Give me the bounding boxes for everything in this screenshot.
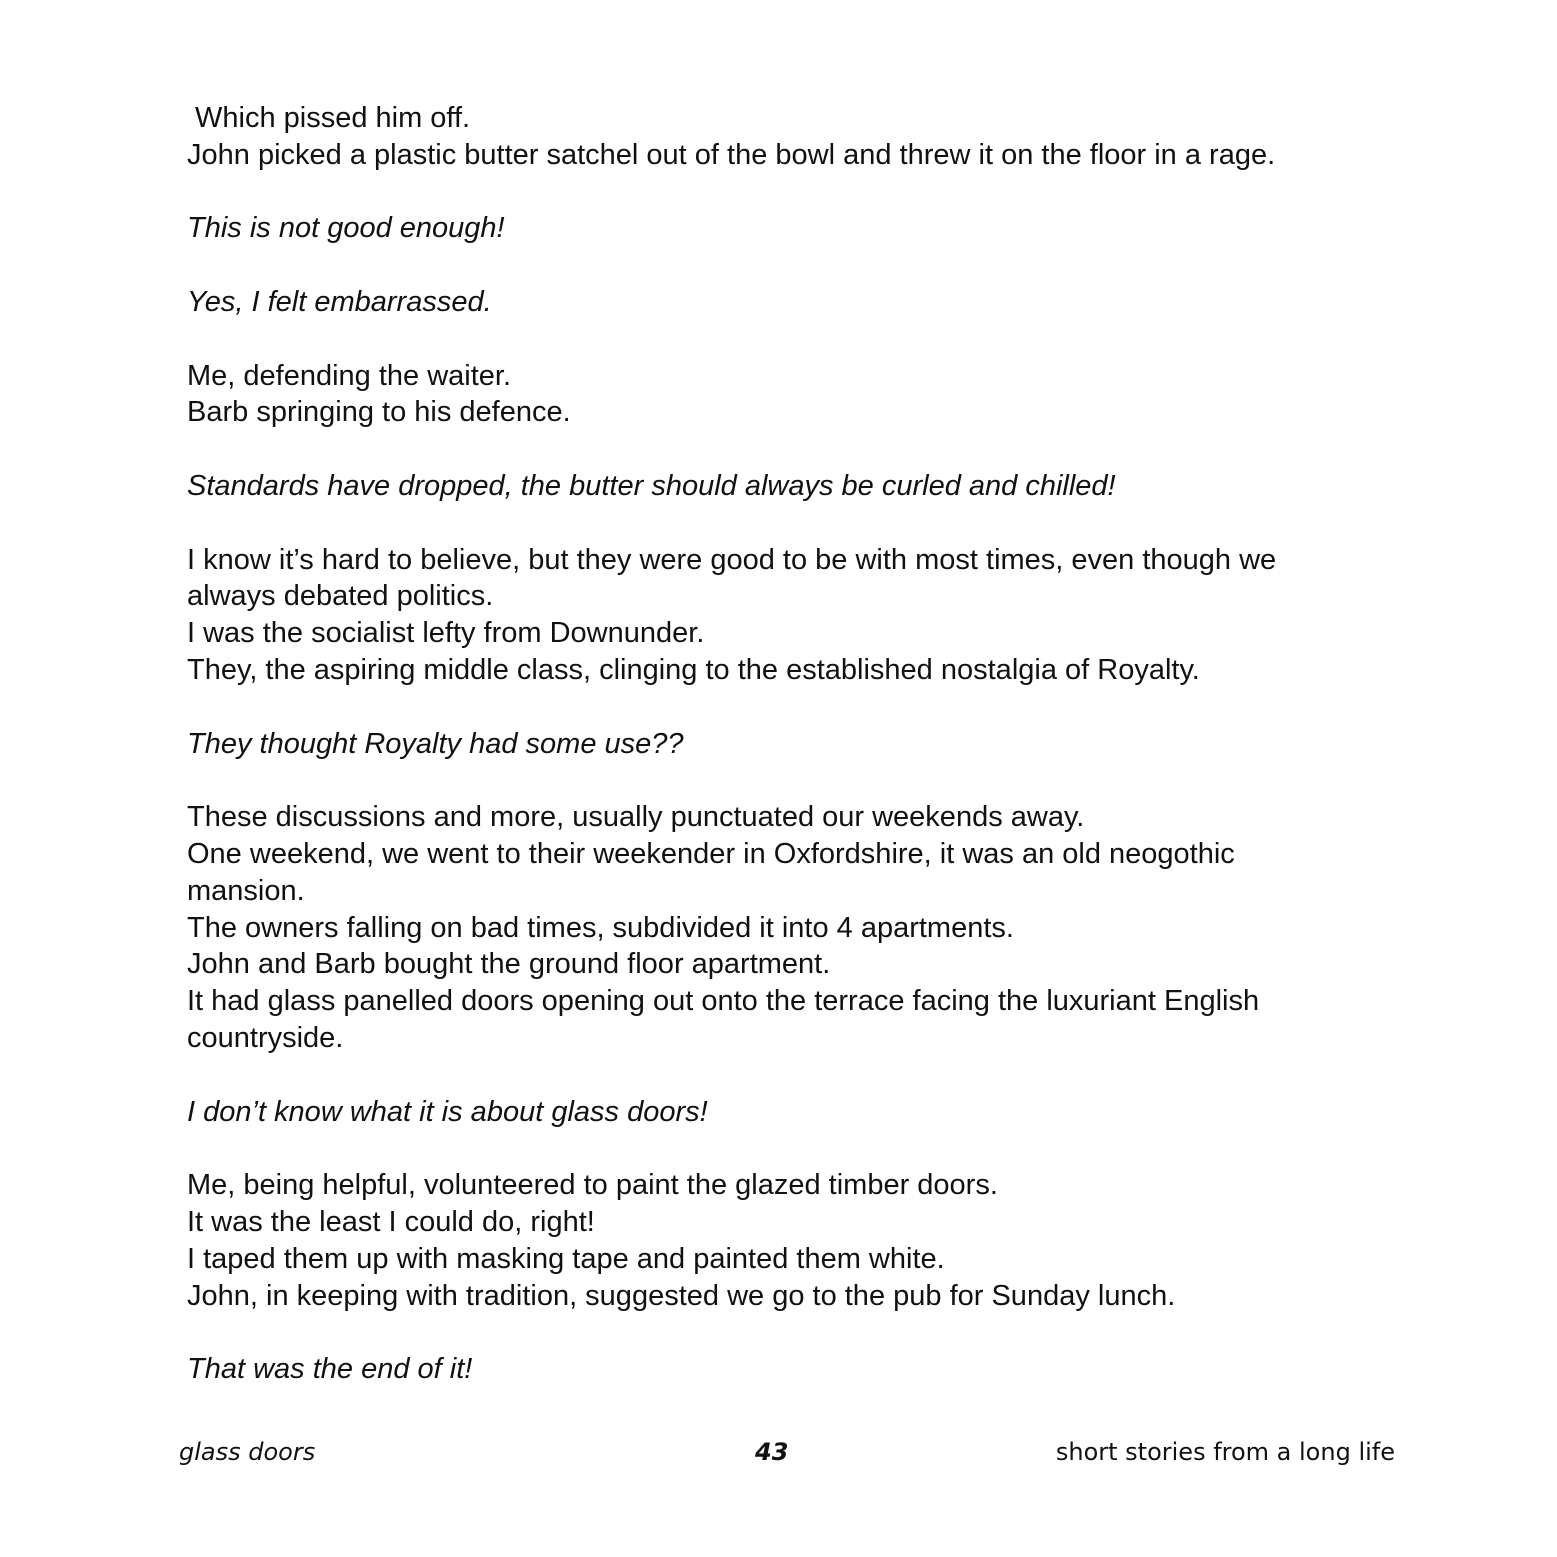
paragraph xyxy=(187,100,1417,174)
italic-paragraph xyxy=(187,284,1417,321)
text-line: The owners falling on bad times, subdivided it into 4 apartments. xyxy=(187,911,1014,944)
text-line: These discussions and more, usually punctuated our weekends away. xyxy=(187,801,1085,834)
page-body xyxy=(187,100,1417,1425)
footer-chapter-title: glass doors xyxy=(179,1438,316,1466)
text-line: Standards have dropped, the butter should always be curled and chilled! xyxy=(187,469,1116,502)
text-line: countryside. xyxy=(187,1021,344,1054)
paragraph xyxy=(187,799,1417,1057)
italic-paragraph xyxy=(187,210,1417,247)
text-line: Me, being helpful, volunteered to paint the glazed timber doors. xyxy=(187,1169,998,1202)
paragraph xyxy=(187,542,1417,689)
text-line: They thought Royalty had some use?? xyxy=(187,727,684,760)
text-line: That was the end of it! xyxy=(187,1353,473,1386)
text-line: This is not good enough! xyxy=(187,212,505,245)
text-line: Which pissed him off. xyxy=(195,102,471,134)
footer-book-title: short stories from a long life xyxy=(1055,1438,1395,1466)
text-line: always debated politics. xyxy=(187,580,494,613)
text-line: They, the aspiring middle class, clinging to the established nostalgia of Royalty. xyxy=(187,653,1200,686)
paragraph xyxy=(187,1167,1417,1314)
italic-paragraph xyxy=(187,1351,1417,1388)
text-line: Yes, I felt embarrassed. xyxy=(187,285,492,318)
text-line: John, in keeping with tradition, suggested we go to the pub for Sunday lunch. xyxy=(187,1279,1176,1312)
italic-paragraph xyxy=(187,468,1417,505)
text-line: I don’t know what it is about glass doors! xyxy=(187,1095,708,1128)
text-line: It was the least I could do, right! xyxy=(187,1205,595,1238)
paragraph xyxy=(187,358,1417,432)
text-line: I taped them up with masking tape and painted them white. xyxy=(187,1242,945,1275)
text-line: It had glass panelled doors opening out onto the terrace facing the luxuriant English xyxy=(187,985,1260,1018)
text-line: I know it’s hard to believe, but they were good to be with most times, even though we xyxy=(187,543,1277,576)
text-line: Me, defending the waiter. xyxy=(187,359,512,392)
text-line: Barb springing to his defence. xyxy=(187,396,571,429)
text-line: John picked a plastic butter satchel out of the bowl and threw it on the floor in a rage. xyxy=(187,138,1276,171)
text-line: mansion. xyxy=(187,874,305,907)
italic-paragraph xyxy=(187,1094,1417,1131)
text-line: I was the socialist lefty from Downunder. xyxy=(187,617,705,650)
footer-page-number: 43 xyxy=(755,1438,789,1466)
text-line: One weekend, we went to their weekender in Oxfordshire, it was an old neogothic xyxy=(187,837,1235,870)
italic-paragraph xyxy=(187,726,1417,763)
text-line: John and Barb bought the ground floor apartment. xyxy=(187,948,831,981)
